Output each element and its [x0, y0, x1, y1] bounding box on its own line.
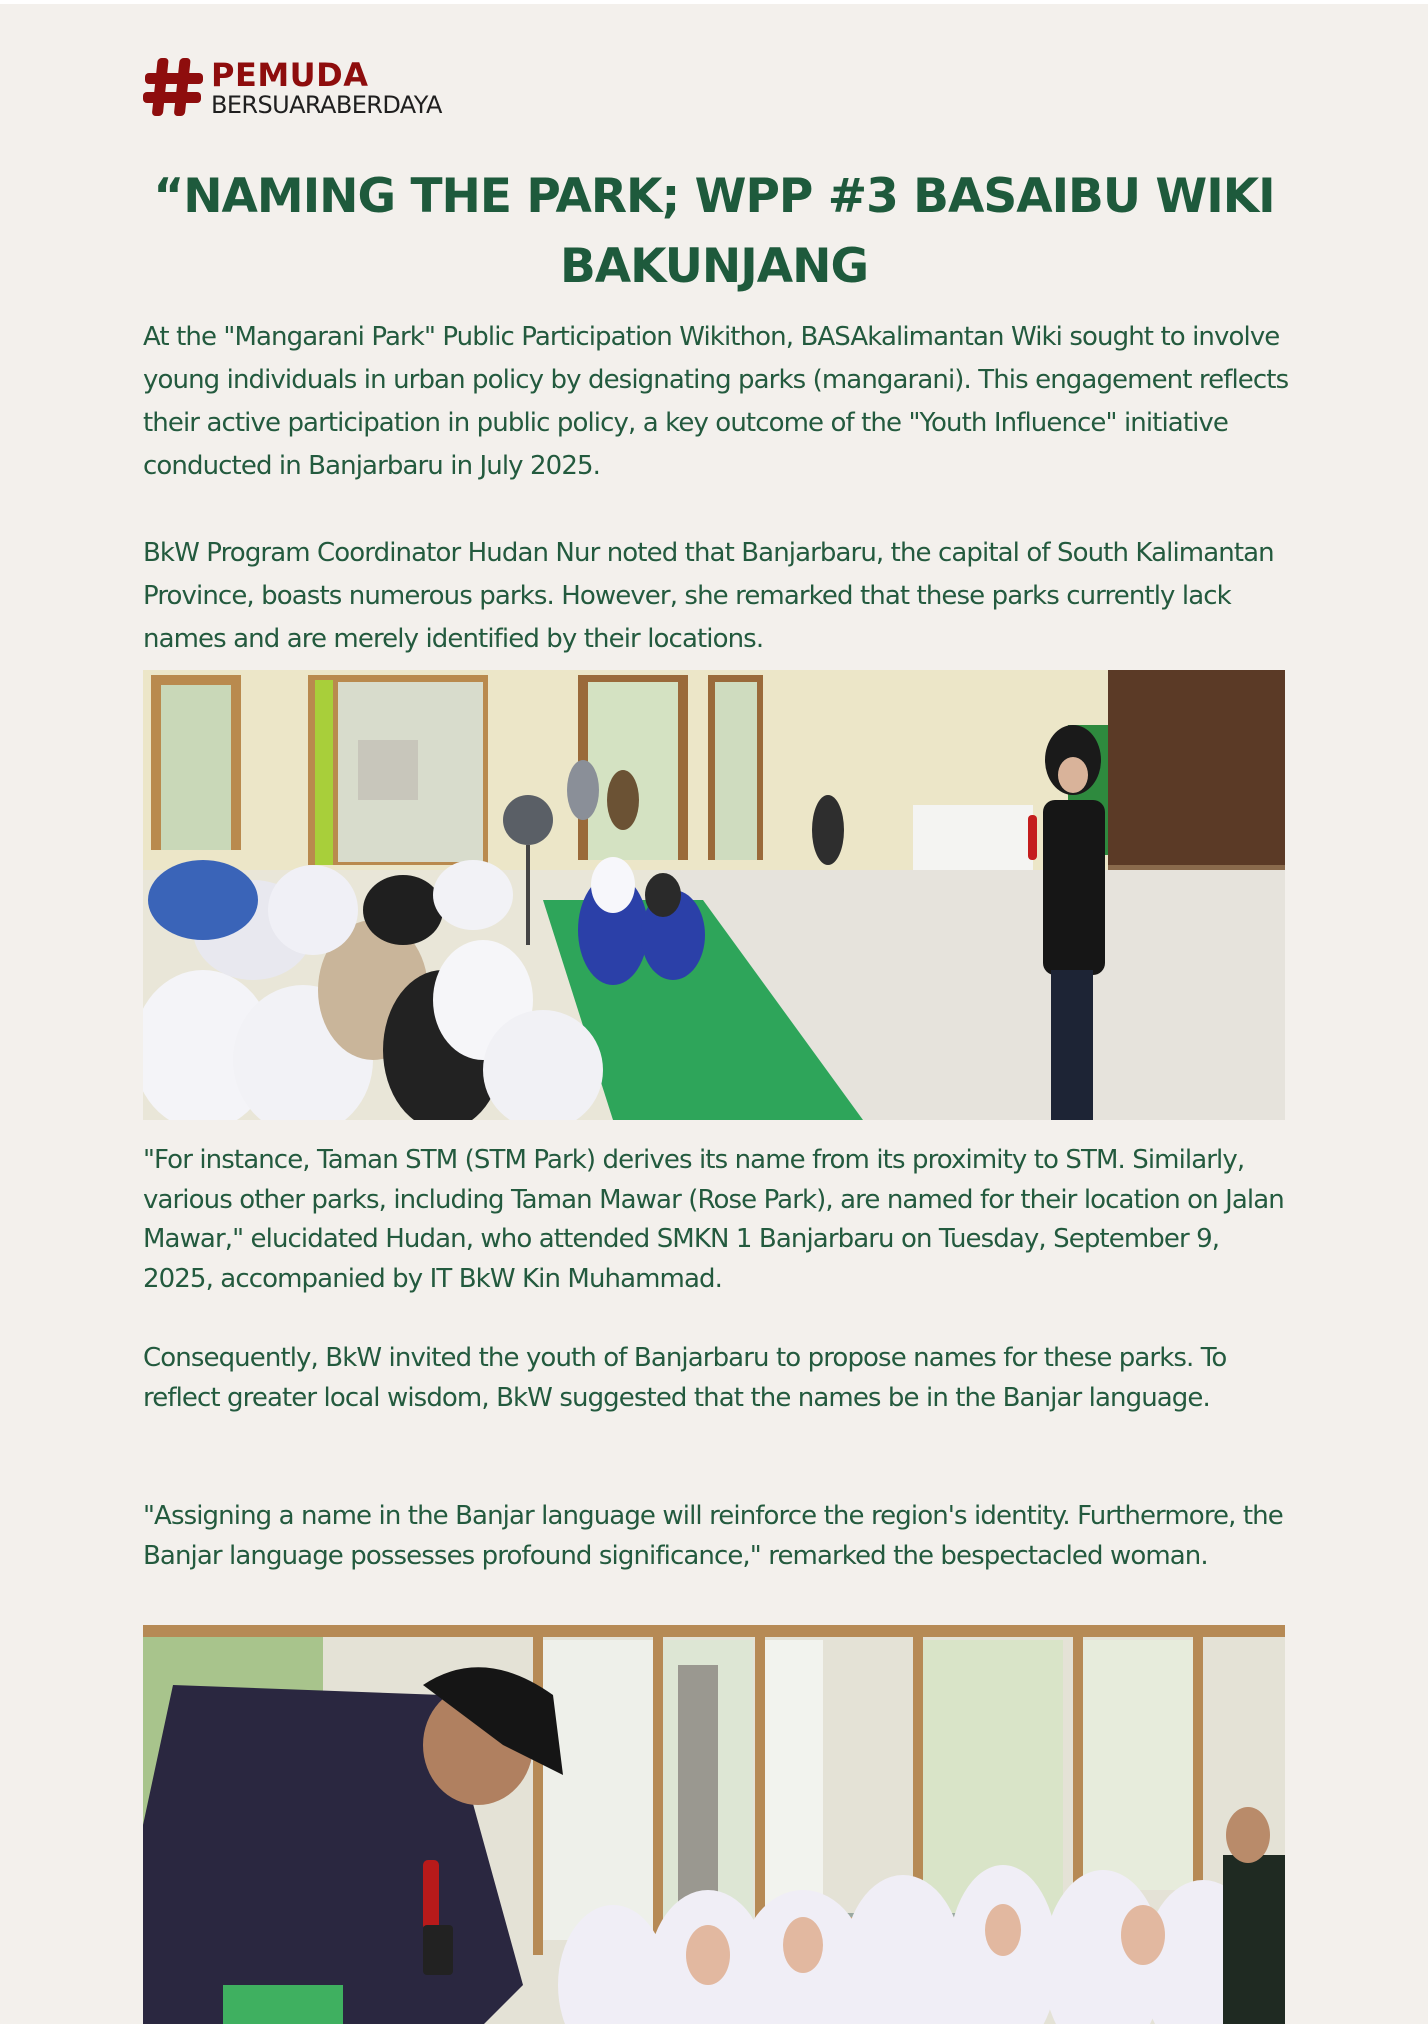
photo-illustration — [143, 1625, 1285, 2024]
article-paragraph-intro: At the "Mangarani Park" Public Participation Wikithon, BASAkalimantan Wiki sought to involve young individuals in urban policy by designating parks (mangarani). This engagement reflects their active participation in public policy, a key outcome of the "Youth Influence" initiative conducted in Banjarbaru in July 2025. — [143, 322, 1289, 481]
photo-illustration — [143, 670, 1285, 1120]
article-photo-facilitator — [143, 1625, 1285, 2024]
article-paragraph-quote-example: "For instance, Taman STM (STM Park) derives its name from its proximity to STM. Similarly, various other parks, including Taman Mawar (Rose Park), are named for their location on Jalan Mawar," elucidated Hudan, who attended SMKN 1 Banjarbaru on Tuesday, September 9, 2025, accompanied by IT BkW Kin Muhammad. — [143, 1145, 1284, 1294]
article-photo-speaker — [143, 670, 1285, 1120]
article-paragraph-coordinator: BkW Program Coordinator Hudan Nur noted that Banjarbaru, the capital of South Kalimantan Province, boasts numerous parks. However, she remarked that these parks currently lack names and are merely identified by their locations. — [143, 538, 1274, 654]
brand-name: PEMUDA — [211, 56, 369, 94]
article-paragraph-invitation: Consequently, BkW invited the youth of Banjarbaru to propose names for these parks. To reflect greater local wisdom, BkW suggested that the names be in the Banjar language. — [143, 1343, 1227, 1413]
brand-logo — [143, 54, 442, 120]
brand-text — [211, 57, 442, 117]
article-paragraph-quote-identity: "Assigning a name in the Banjar language will reinforce the region's identity. Furthermore, the Banjar language possesses profound significance," remarked the bespectacled woman. — [143, 1501, 1283, 1571]
hashtag-icon — [143, 56, 205, 118]
article-title: “NAMING THE PARK; WPP #3 BASAIBU WIKI BAKUNJANG — [153, 169, 1275, 294]
brand-tagline: BERSUARABERDAYA — [211, 91, 442, 119]
document-page — [0, 4, 1428, 2024]
